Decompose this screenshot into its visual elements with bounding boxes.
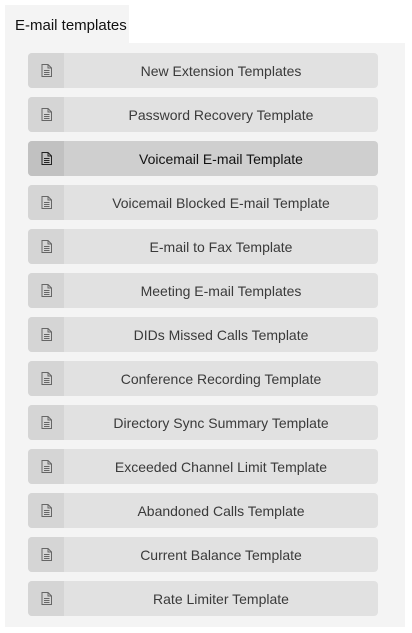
document-icon	[28, 273, 64, 308]
template-item[interactable]	[28, 185, 378, 220]
template-item-label: Voicemail Blocked E-mail Template	[112, 194, 330, 211]
document-icon	[28, 449, 64, 484]
templates-panel-body	[5, 43, 405, 627]
template-item-label: Password Recovery Template	[128, 106, 314, 123]
template-item-label: Voicemail E-mail Template	[139, 150, 303, 167]
template-item[interactable]	[28, 273, 378, 308]
document-icon	[28, 537, 64, 572]
template-item[interactable]	[28, 581, 378, 616]
template-list	[28, 53, 378, 625]
template-item-label: E-mail to Fax Template	[149, 238, 293, 255]
template-item-label: DIDs Missed Calls Template	[133, 326, 309, 343]
template-item[interactable]	[28, 449, 378, 484]
template-item-label: Rate Limiter Template	[153, 590, 289, 607]
document-icon	[28, 581, 64, 616]
template-item[interactable]	[28, 493, 378, 528]
template-item-label: Exceeded Channel Limit Template	[114, 458, 328, 475]
template-item-label: New Extension Templates	[140, 62, 302, 79]
template-item[interactable]	[28, 53, 378, 88]
template-item-label: Conference Recording Template	[120, 370, 322, 387]
document-icon	[28, 317, 64, 352]
template-item-label: Directory Sync Summary Template	[113, 414, 329, 431]
template-item[interactable]	[28, 141, 378, 176]
template-item[interactable]	[28, 537, 378, 572]
document-icon	[28, 97, 64, 132]
template-item-label: Meeting E-mail Templates	[140, 282, 302, 299]
template-item[interactable]	[28, 229, 378, 264]
document-icon	[28, 361, 64, 396]
document-icon	[28, 141, 64, 176]
document-icon	[28, 53, 64, 88]
template-item[interactable]	[28, 97, 378, 132]
tab-email-templates[interactable]	[5, 5, 129, 43]
document-icon	[28, 229, 64, 264]
document-icon	[28, 185, 64, 220]
template-item[interactable]	[28, 361, 378, 396]
document-icon	[28, 405, 64, 440]
template-item[interactable]	[28, 405, 378, 440]
template-item[interactable]	[28, 317, 378, 352]
document-icon	[28, 493, 64, 528]
template-item-label: Current Balance Template	[140, 546, 302, 563]
template-item-label: Abandoned Calls Template	[137, 502, 305, 519]
tab-label: E-mail templates	[15, 17, 127, 34]
